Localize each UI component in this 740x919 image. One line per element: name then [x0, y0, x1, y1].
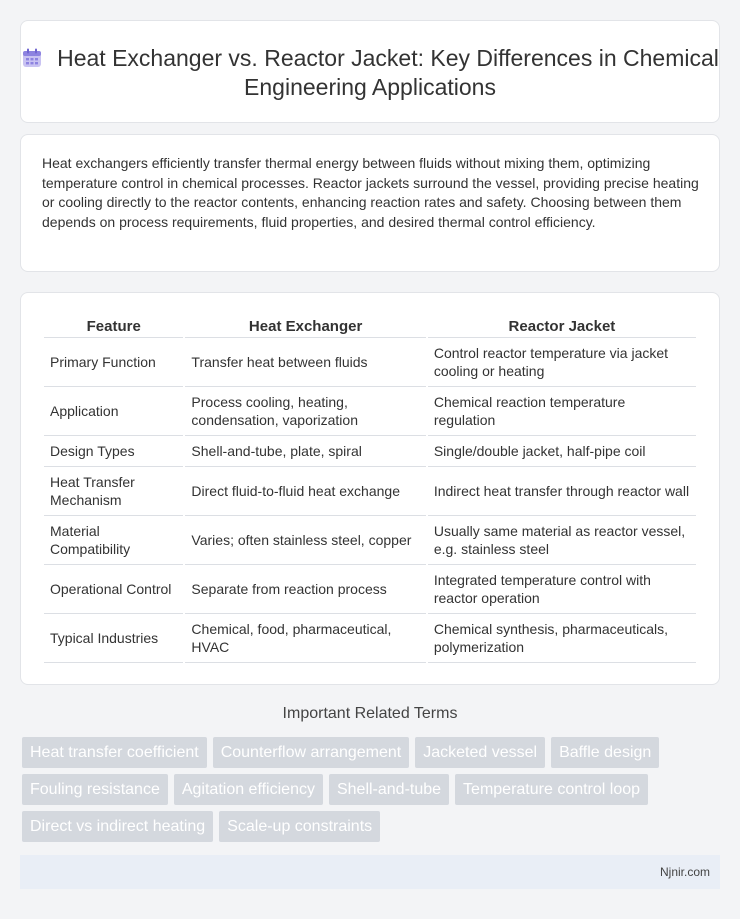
- table-cell-feature: Typical Industries: [44, 614, 183, 663]
- calendar-icon: [21, 47, 43, 69]
- related-terms-heading: Important Related Terms: [282, 705, 458, 722]
- table-cell-reactor-jacket: Single/double jacket, half-pipe coil: [428, 436, 696, 467]
- table-row: [44, 614, 696, 663]
- table-cell-heat-exchanger: Process cooling, heating, condensation, vaporization: [185, 387, 425, 436]
- table-cell-reactor-jacket: Usually same material as reactor vessel, e.g. stainless steel: [428, 516, 696, 565]
- header-heat-exchanger: Heat Exchanger: [185, 315, 425, 338]
- table-cell-heat-exchanger: Separate from reaction process: [185, 565, 425, 614]
- term-tag[interactable]: Temperature control loop: [455, 774, 648, 805]
- related-terms-list: [22, 737, 682, 848]
- term-tag[interactable]: Fouling resistance: [22, 774, 168, 805]
- term-tag[interactable]: Shell-and-tube: [329, 774, 449, 805]
- table-row: [44, 516, 696, 565]
- table-cell-feature: Primary Function: [44, 338, 183, 387]
- table-cell-reactor-jacket: Chemical synthesis, pharmaceuticals, polymerization: [428, 614, 696, 663]
- table-row: [44, 387, 696, 436]
- term-tag[interactable]: Heat transfer coefficient: [22, 737, 207, 768]
- table-row: [44, 565, 696, 614]
- comparison-table: [42, 315, 698, 663]
- table-cell-feature: Heat Transfer Mechanism: [44, 467, 183, 516]
- table-cell-heat-exchanger: Shell-and-tube, plate, spiral: [185, 436, 425, 467]
- table-row: [44, 338, 696, 387]
- table-cell-reactor-jacket: Chemical reaction temperature regulation: [428, 387, 696, 436]
- table-cell-feature: Application: [44, 387, 183, 436]
- table-cell-heat-exchanger: Varies; often stainless steel, copper: [185, 516, 425, 565]
- footer: [20, 855, 720, 889]
- term-tag[interactable]: Scale-up constraints: [219, 811, 380, 842]
- table-cell-reactor-jacket: Indirect heat transfer through reactor wall: [428, 467, 696, 516]
- term-tag[interactable]: Jacketed vessel: [415, 737, 545, 768]
- footer-site-name[interactable]: Njnir.com: [659, 865, 710, 879]
- table-header-row: [44, 315, 696, 338]
- table-cell-feature: Material Compatibility: [44, 516, 183, 565]
- page-title: [21, 44, 719, 102]
- page-title-text: Heat Exchanger vs. Reactor Jacket: Key Differences in Chemical Engineering Applications: [57, 45, 719, 100]
- table-cell-feature: Design Types: [44, 436, 183, 467]
- table-row: [44, 436, 696, 467]
- title-card: [20, 20, 720, 123]
- table-cell-heat-exchanger: Transfer heat between fluids: [185, 338, 425, 387]
- intro-paragraph: Heat exchangers efficiently transfer thermal energy between fluids without mixing them, optimizing temperature control in chemical processes. Reactor jackets surround the vessel, providing precise heating or cooling directly to the reactor contents, enhancing reaction rates and safety. Choosing between them depends on process requirements, fluid properties, and desired thermal control efficiency.: [42, 155, 699, 230]
- term-tag[interactable]: Agitation efficiency: [174, 774, 323, 805]
- table-cell-reactor-jacket: Control reactor temperature via jacket cooling or heating: [428, 338, 696, 387]
- term-tag[interactable]: Baffle design: [551, 737, 659, 768]
- table-cell-feature: Operational Control: [44, 565, 183, 614]
- table-cell-heat-exchanger: Direct fluid-to-fluid heat exchange: [185, 467, 425, 516]
- comparison-table-card: [20, 292, 720, 685]
- table-cell-reactor-jacket: Integrated temperature control with reactor operation: [428, 565, 696, 614]
- term-tag[interactable]: Counterflow arrangement: [213, 737, 410, 768]
- term-tag[interactable]: Direct vs indirect heating: [22, 811, 213, 842]
- header-reactor-jacket: Reactor Jacket: [428, 315, 696, 338]
- table-row: [44, 467, 696, 516]
- intro-card: [20, 134, 720, 272]
- header-feature: Feature: [44, 315, 183, 338]
- table-cell-heat-exchanger: Chemical, food, pharmaceutical, HVAC: [185, 614, 425, 663]
